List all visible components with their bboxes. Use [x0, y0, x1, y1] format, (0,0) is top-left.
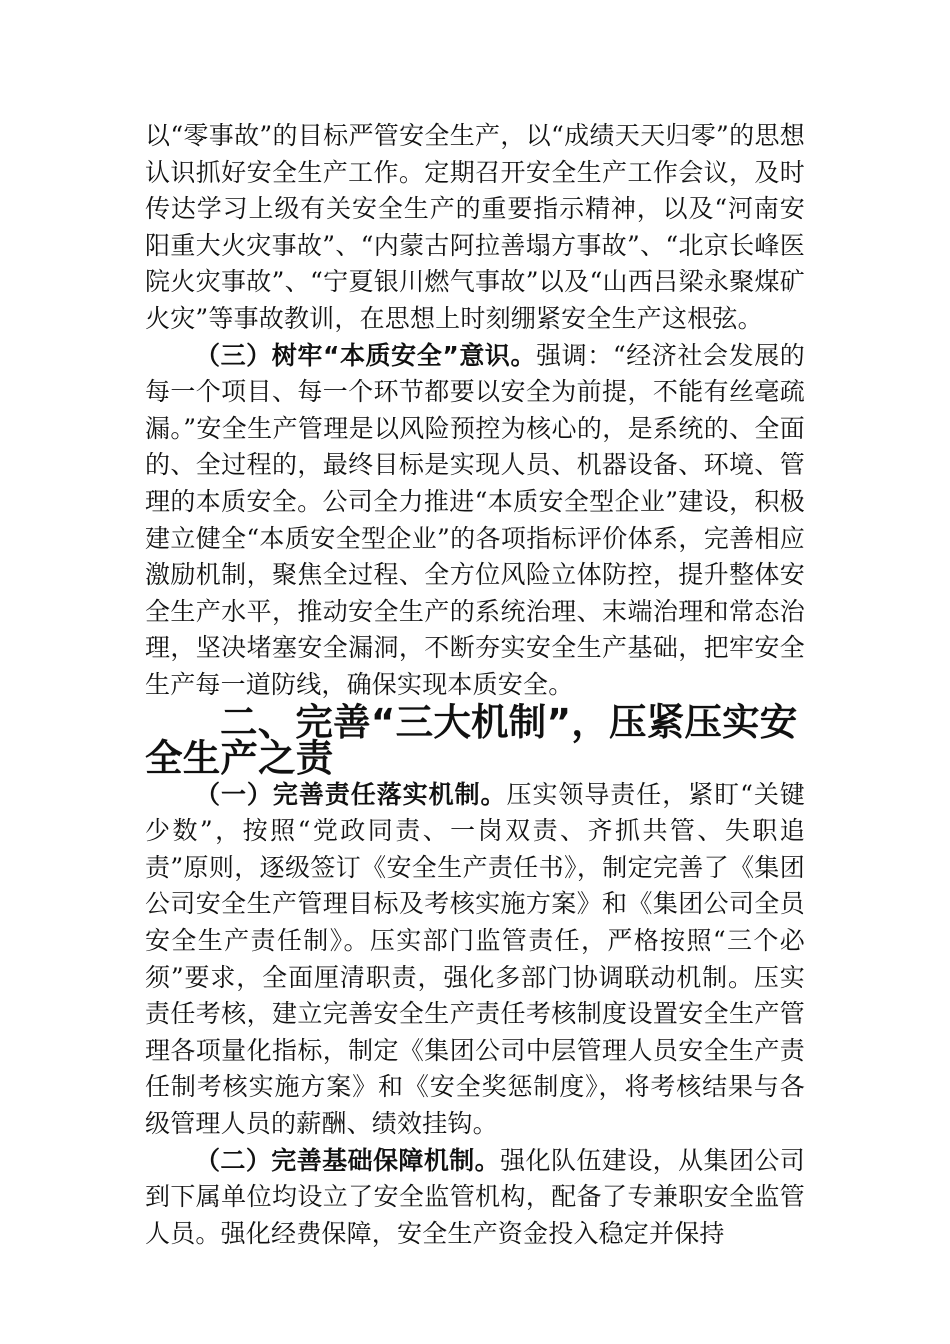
paragraph-zero-accident [145, 118, 805, 338]
paragraph-lead: （三）树牢“本质安全”意识。 [195, 340, 537, 370]
paragraph-lead: （一）完善责任落实机制。 [195, 779, 507, 809]
paragraph-lead: （二）完善基础保障机制。 [195, 1145, 501, 1175]
paragraph-text: 强化队伍建设，从集团公司到下属单位均设立了安全监管机构，配备了专兼职安全监管人员。强化经费保障，安全生产资金投入稳定并保持 [145, 1145, 805, 1248]
paragraph-text: 以“零事故”的目标严管安全生产，以“成绩天天归零”的思想认识抓好安全生产工作。定期召开安全生产工作会议，及时传达学习上级有关安全生产的重要指示精神，以及“河南安阳重大火灾事故”、“内蒙古阿拉善塌方事故”、“北京长峰医院火灾事故”、“宁夏银川燃气事故”以及“山西吕梁永聚煤矿火灾”等事故教训，在思想上时刻绷紧安全生产这根弦。 [145, 121, 805, 333]
document-page [145, 118, 805, 1252]
paragraph-text: 强调：“经济社会发展的每一个项目、每一个环节都要以安全为前提，不能有丝毫疏漏。”安全生产管理是以风险预控为核心的，是系统的、全面的、全过程的，最终目标是实现人员、机器设备、环境、管理的本质安全。公司全力推进“本质安全型企业”建设，积极建立健全“本质安全型企业”的各项指标评价体系，完善相应激励机制，聚焦全过程、全方位风险立体防控，提升整体安全生产水平，推动安全生产的系统治理、末端治理和常态治理，坚决堵塞安全漏洞，不断夯实安全生产基础，把牢安全生产每一道防线，确保实现本质安全。 [145, 340, 805, 699]
paragraph-basic-guarantee-mechanism [145, 1143, 805, 1253]
section-heading: 二、完善“三大机制”，压紧压实安全生产之责 [145, 699, 798, 781]
paragraph-responsibility-mechanism [145, 777, 805, 1143]
paragraph-text: 压实领导责任，紧盯“关键少数”，按照“党政同责、一岗双责、齐抓共管、失职追责”原则，逐级签订《安全生产责任书》，制定完善了《集团公司安全生产管理目标及考核实施方案》和《集团公司全员安全生产责任制》。压实部门监管责任，严格按照“三个必须”要求，全面厘清职责，强化多部门协调联动机制。压实责任考核，建立完善安全生产责任考核制度设置安全生产管理各项量化指标，制定《集团公司中层管理人员安全生产责任制考核实施方案》和《安全奖惩制度》，将考核结果与各级管理人员的薪酬、绩效挂钩。 [145, 779, 805, 1139]
paragraph-intrinsic-safety [145, 338, 805, 704]
